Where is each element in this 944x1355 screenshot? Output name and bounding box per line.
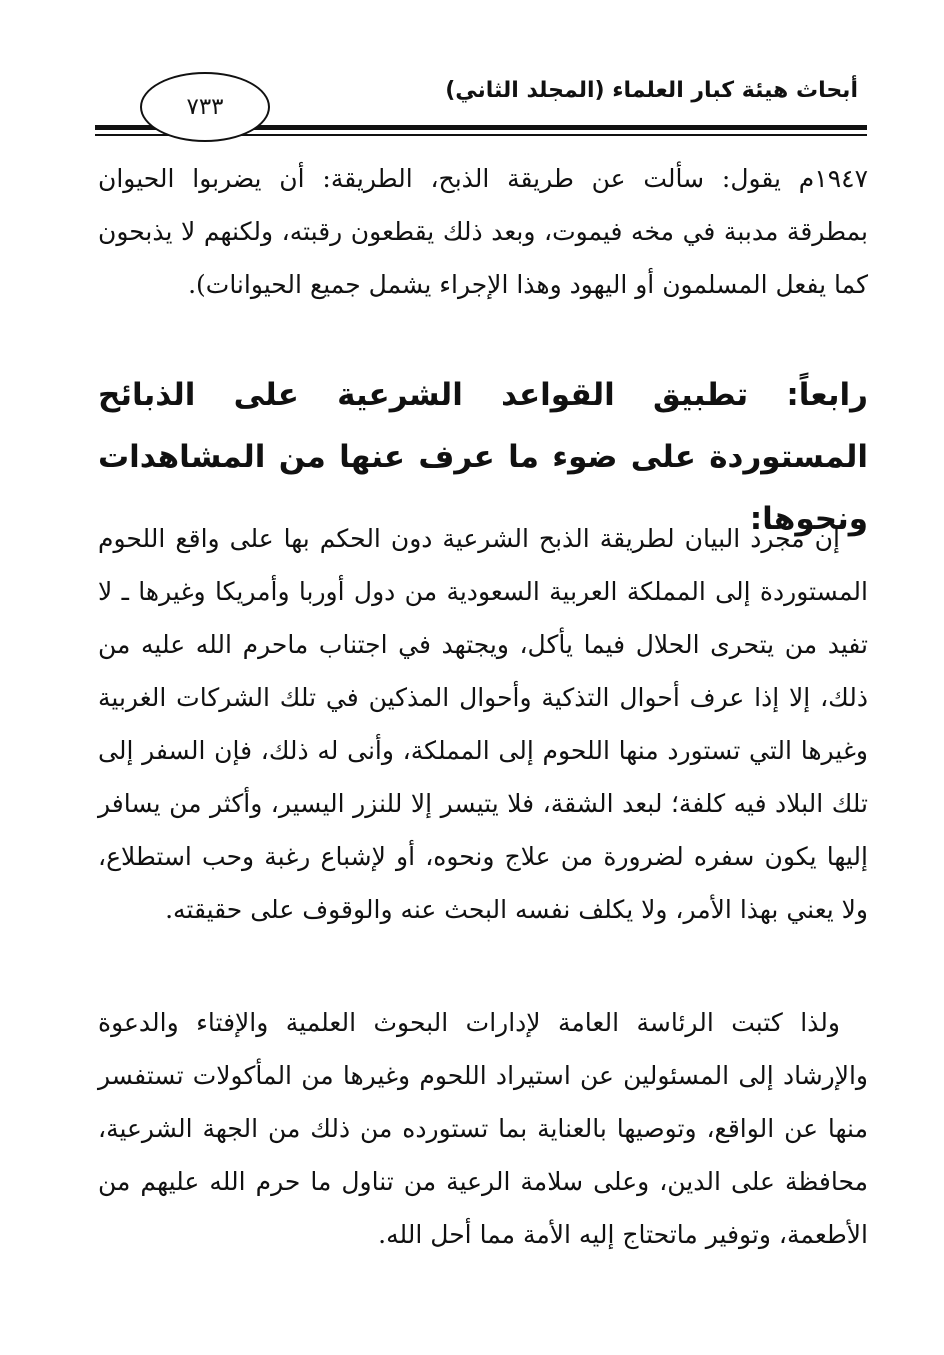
paragraph-continuation: ١٩٤٧م يقول: سألت عن طريقة الذبح، الطريقة: أن يضربوا الحيوان بمطرقة مدببة في مخه فيموت، وبعد ذلك يقطعون رقبته، ولكنهم لا يذبحون كما يفعل المسلمون أو اليهود وهذا الإجراء يشمل جميع الحيوانات). — [98, 164, 868, 299]
paragraph-body-1: إن مجرد البيان لطريقة الذبح الشرعية دون الحكم بها على واقع اللحوم المستوردة إلى المملكة العربية السعودية من دول أوربا وأمريكا وغيرها ـ لا تفيد من يتحرى الحلال فيما يأكل، ويجتهد في اجتناب ماحرم الله عليه من ذلك، إلا إذا عرف أحوال التذكية وأحوال المذكين في تلك الشركات الغربية وغيرها التي تستورد منها اللحوم إلى المملكة، وأنى له ذلك، فإن السفر إلى تلك البلاد فيه كلفة؛ لبعد الشقة، فلا يتيسر إلا للنزر اليسير، وأكثر من يسافر إليها يكون سفره لضرورة من علاج ونحوه، أو لإشباع رغبة وحب استطلاع، ولا يعني بهذا الأمر، ولا يكلف نفسه البحث عنه والوقوف على حقيقته. — [98, 524, 868, 924]
running-header-title: أبحاث هيئة كبار العلماء (المجلد الثاني) — [445, 78, 858, 103]
page-number-oval — [140, 72, 270, 142]
page-number: ٧٣٣ — [186, 94, 224, 120]
paragraph-body-2: ولذا كتبت الرئاسة العامة لإدارات البحوث العلمية والإفتاء والدعوة والإرشاد إلى المسئولين عن استيراد اللحوم وغيرها من المأكولات تستفسر منها عن الواقع، وتوصيها بالعناية بما تستورده من ذلك من الجهة الشرعية، محافظة على الدين، وعلى سلامة الرعية من تناول ما حرم الله عليهم من الأطعمة، وتوفير ماتحتاج إليه الأمة مما أحل الله. — [98, 1008, 868, 1249]
section-heading: رابعاً: تطبيق القواعد الشرعية على الذبائح المستوردة على ضوء ما عرف عنها من المشاهدات ونحوها: — [98, 377, 868, 537]
